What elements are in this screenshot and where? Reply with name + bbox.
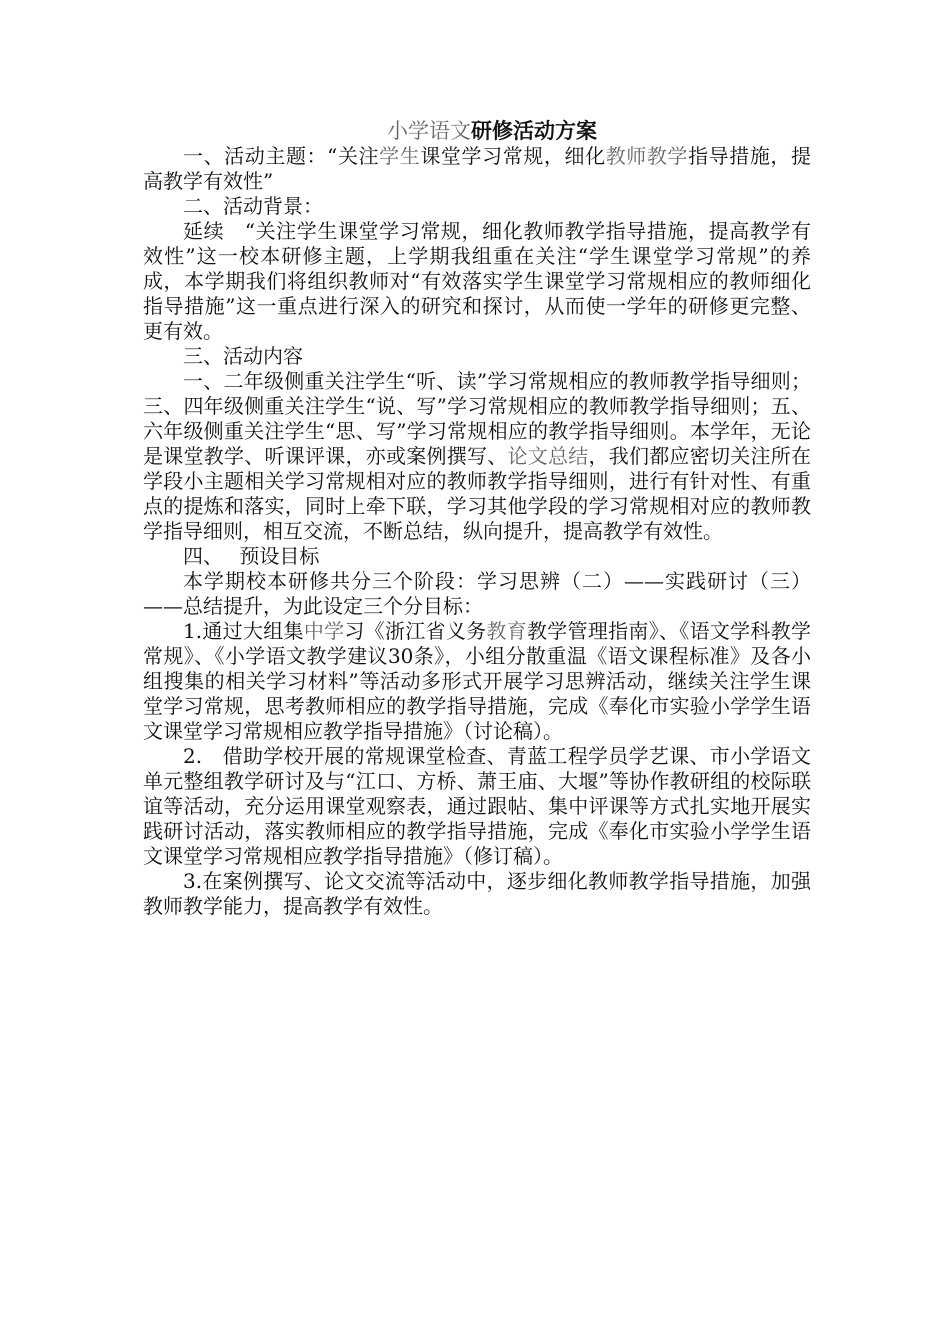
paragraph-goal-1 <box>143 619 811 744</box>
title-main: 研修活动方案 <box>471 118 597 143</box>
text-run: 三、活动内容 <box>183 344 303 368</box>
text-run: 一、二年级侧重关注学生“听、读”学习常规相应的教师教学指导细则；三、四年级侧重关注学生“说、写”学习常规相应的教师教学指导细则；五、六年级侧重关注学生“思、写”学习常规相应的教学指导细则。本学年，无论是课堂教学、听课评课，亦或案例撰写、 <box>143 369 811 468</box>
text-run: 中学 <box>303 619 345 643</box>
text-run: 二、活动背景： <box>183 194 323 218</box>
paragraph-goal-2 <box>143 744 811 869</box>
paragraph-heading-4 <box>143 544 811 569</box>
text-run: 1.通过大组集 <box>183 619 304 643</box>
text-run: 一、活动主题：“关注 <box>183 144 380 168</box>
paragraph-stages <box>143 569 811 619</box>
document-title <box>143 118 811 144</box>
text-run: 四、 预设目标 <box>183 544 320 568</box>
paragraph-list <box>143 144 811 919</box>
paragraph-heading-1 <box>143 144 811 194</box>
text-run: 论文总结 <box>507 444 589 468</box>
paragraph-content <box>143 369 811 544</box>
text-run: ，我们都应密切关注所在学段小主题相关学习常规相对应的教师教学指导细则，进行有针对性、有重点的提炼和落实，同时上牵下联，学习其他学段的学习常规相对应的教师教学指导细则，相互交流，不断总结，纵向提升，提高教学有效性。 <box>143 444 811 543</box>
text-run: 本学期校本研修共分三个阶段：学习思辨（二）——实践研讨（三）——总结提升，为此设定三个分目标： <box>143 569 811 618</box>
paragraph-background <box>143 219 811 344</box>
paragraph-heading-3 <box>143 344 811 369</box>
text-run: 教育 <box>486 619 527 643</box>
text-run: 2. 借助学校开展的常规课堂检查、青蓝工程学员学艺课、市小学语文单元整组教学研讨及与“江口、方桥、萧王庙、大堰”等协作教研组的校际联谊等活动，充分运用课堂观察表，通过跟帖、集中评课等方式扎实地开展实践研讨活动，落实教师相应的教学指导措施，完成《奉化市实验小学学生语文课堂学习常规相应教学指导措施》（修订稿）。 <box>143 744 811 868</box>
paragraph-goal-3 <box>143 869 811 919</box>
text-run: 指导措施，提高教学有效性” <box>143 144 812 193</box>
text-run: 教学管理指南》、《语文学科教学常规》、《小学语文教学建议30条》，小组分散重温《语文课程标准》及各小组搜集的相关学习材料”等活动多形式开展学习思辨活动，继续关注学生课堂学习常规，思考教师相应的教学指导措施，完成《奉化市实验小学学生语文课堂学习常规相应教学指导措施》（讨论稿）。 <box>143 619 812 743</box>
text-run: 习《浙江省义务 <box>344 619 487 643</box>
document-body <box>143 118 811 919</box>
text-run: 教师教学 <box>605 144 689 168</box>
text-run: 3.在案例撰写、论文交流等活动中，逐步细化教师教学指导措施，加强教师教学能力，提高教学有效性。 <box>143 869 811 918</box>
title-subject: 小学语文 <box>387 119 471 143</box>
text-run: 延续 “关注学生课堂学习常规，细化教师教学指导措施，提高教学有效性”这一校本研修主题，上学期我组重在关注“学生课堂学习常规”的养成，本学期我们将组织教师对“有效落实学生课堂学习常规相应的教师细化指导措施”这一重点进行深入的研究和探讨，从而使一学年的研修更完整、更有效。 <box>143 219 811 343</box>
paragraph-heading-2 <box>143 194 811 219</box>
text-run: 课堂学习常规，细化 <box>420 144 606 168</box>
text-run: 学生 <box>379 144 421 168</box>
